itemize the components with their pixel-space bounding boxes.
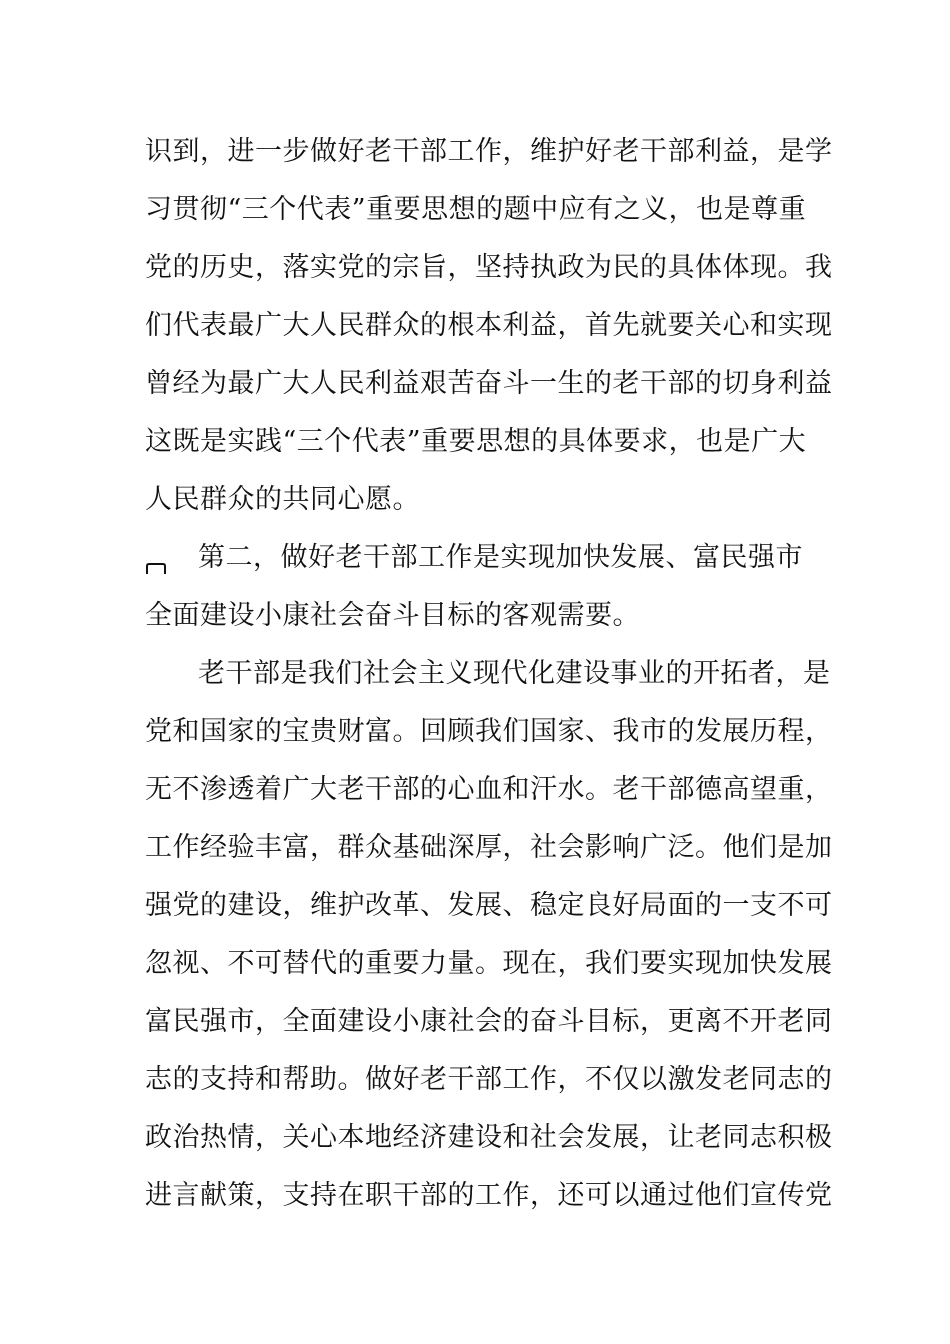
text-line: 党和国家的宝贵财富。回顾我们国家、我市的发展历程， [145, 716, 833, 747]
text-line: 志的支持和帮助。做好老干部工作，不仅以激发老同志的 [145, 1064, 833, 1095]
text-line: 党的历史，落实党的宗旨，坚持执政为民的具体体现。我 [145, 252, 833, 283]
text-line: 第二，做好老干部工作是实现加快发展、富民强市 [198, 542, 803, 573]
text-line: 政治热情，关心本地经济建设和社会发展，让老同志积极 [145, 1122, 833, 1153]
text-line: 老干部是我们社会主义现代化建设事业的开拓者，是 [198, 658, 831, 689]
text-line: 无不渗透着广大老干部的心血和汗水。老干部德高望重， [145, 774, 833, 805]
text-line: 习贯彻“三个代表”重要思想的题中应有之义，也是尊重 [145, 194, 807, 225]
bracket-mark-icon [146, 563, 166, 575]
text-line: 忽视、不可替代的重要力量。现在，我们要实现加快发展 [145, 948, 833, 979]
text-line: 们代表最广大人民群众的根本利益，首先就要关心和实现 [145, 310, 833, 341]
text-line: 人民群众的共同心愿。 [145, 484, 420, 515]
text-line: 进言献策，支持在职干部的工作，还可以通过他们宣传党 [145, 1180, 833, 1211]
text-line: 曾经为最广大人民利益艰苦奋斗一生的老干部的切身利益 [145, 368, 833, 399]
text-line: 富民强市，全面建设小康社会的奋斗目标，更离不开老同 [145, 1006, 833, 1037]
text-line: 强党的建设，维护改革、发展、稳定良好局面的一支不可 [145, 890, 833, 921]
text-line: 全面建设小康社会奋斗目标的客观需要。 [145, 600, 640, 631]
text-line: 这既是实践“三个代表”重要思想的具体要求，也是广大 [145, 426, 807, 457]
text-line: 识到，进一步做好老干部工作，维护好老干部利益，是学 [145, 136, 833, 167]
text-line: 工作经验丰富，群众基础深厚，社会影响广泛。他们是加 [145, 832, 833, 863]
